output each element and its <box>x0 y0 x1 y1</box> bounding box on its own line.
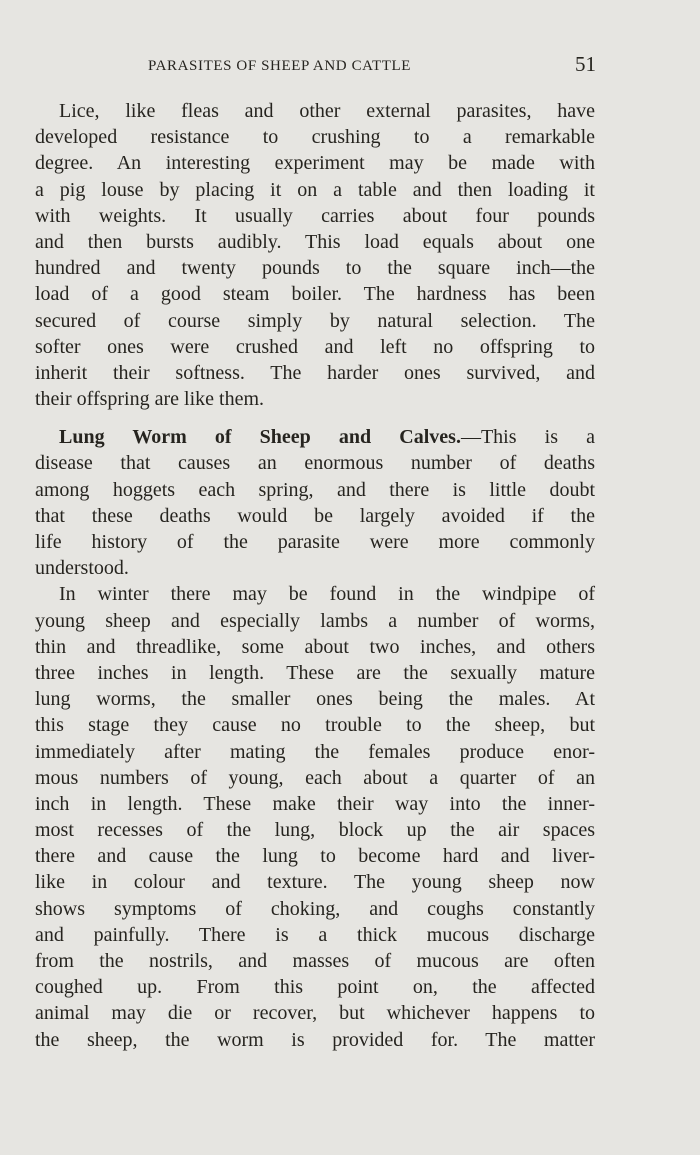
text-line: softer ones were crushed and left no offspring to <box>35 335 595 358</box>
text-line: shows symptoms of choking, and coughs constantly <box>35 897 595 920</box>
text-line: coughed up. From this point on, the affected <box>35 976 595 999</box>
section-heading-continuation: —This is a <box>460 426 595 449</box>
text-line: and painfully. There is a thick mucous discharge <box>35 923 595 946</box>
text-line: mous numbers of young, each about a quarter of an <box>35 766 595 789</box>
text-line: and then bursts audibly. This load equals about one <box>35 230 595 253</box>
body-text <box>35 98 595 1053</box>
text-line: inch in length. These make their way into the inner- <box>35 792 595 815</box>
text-line: Lice, like fleas and other external parasites, have <box>59 100 595 122</box>
text-line: their offspring are like them. <box>35 388 265 411</box>
section-heading-line <box>35 424 595 450</box>
text-line: hundred and twenty pounds to the square inch—the <box>35 257 595 280</box>
text-line: disease that causes an enormous number of deaths <box>35 452 595 475</box>
text-line: immediately after mating the females produce enor- <box>35 740 595 763</box>
text-line: three inches in length. These are the sexually mature <box>35 661 595 684</box>
text-line: inherit their softness. The harder ones survived, and <box>35 361 595 384</box>
paragraph-lice <box>35 98 595 412</box>
text-line: a pig louse by placing it on a table and then loading it <box>35 178 595 201</box>
text-line: understood. <box>35 557 129 580</box>
text-line: most recesses of the lung, block up the air spaces <box>35 819 595 842</box>
paragraph-lung-worm <box>35 424 595 581</box>
text-line: life history of the parasite were more commonly <box>35 531 595 553</box>
text-line: like in colour and texture. The young sheep now <box>35 871 595 894</box>
text-line: thin and threadlike, some about two inches, and others <box>35 635 595 658</box>
text-line: developed resistance to crushing to a remarkable <box>35 126 595 149</box>
text-line: load of a good steam boiler. The hardness has been <box>35 283 595 306</box>
text-line: degree. An interesting experiment may be made with <box>35 152 595 175</box>
section-heading: Lung Worm of Sheep and Calves. <box>59 426 461 449</box>
text-line: the sheep, the worm is provided for. The matter <box>35 1028 595 1051</box>
paragraph-winter <box>35 581 595 1052</box>
text-line: secured of course simply by natural selection. The <box>35 309 595 332</box>
text-line: young sheep and especially lambs a number of worms, <box>35 609 595 632</box>
text-line: among hoggets each spring, and there is little doubt <box>35 478 595 501</box>
paragraph-gap <box>35 412 595 424</box>
text-line: there and cause the lung to become hard and liver- <box>35 845 595 868</box>
text-line: with weights. It usually carries about four pounds <box>35 204 595 227</box>
text-line: that these deaths would be largely avoided if the <box>35 504 595 527</box>
page-number: 51 <box>575 52 596 76</box>
text-line: from the nostrils, and masses of mucous are often <box>35 950 595 972</box>
text-line: In winter there may be found in the windpipe of <box>59 583 595 606</box>
text-line: lung worms, the smaller ones being the males. At <box>35 688 595 711</box>
page-header <box>148 52 596 82</box>
text-line: animal may die or recover, but whichever happens to <box>35 1002 595 1025</box>
text-line: this stage they cause no trouble to the sheep, but <box>35 714 595 737</box>
running-head: PARASITES OF SHEEP AND CATTLE <box>148 58 411 74</box>
